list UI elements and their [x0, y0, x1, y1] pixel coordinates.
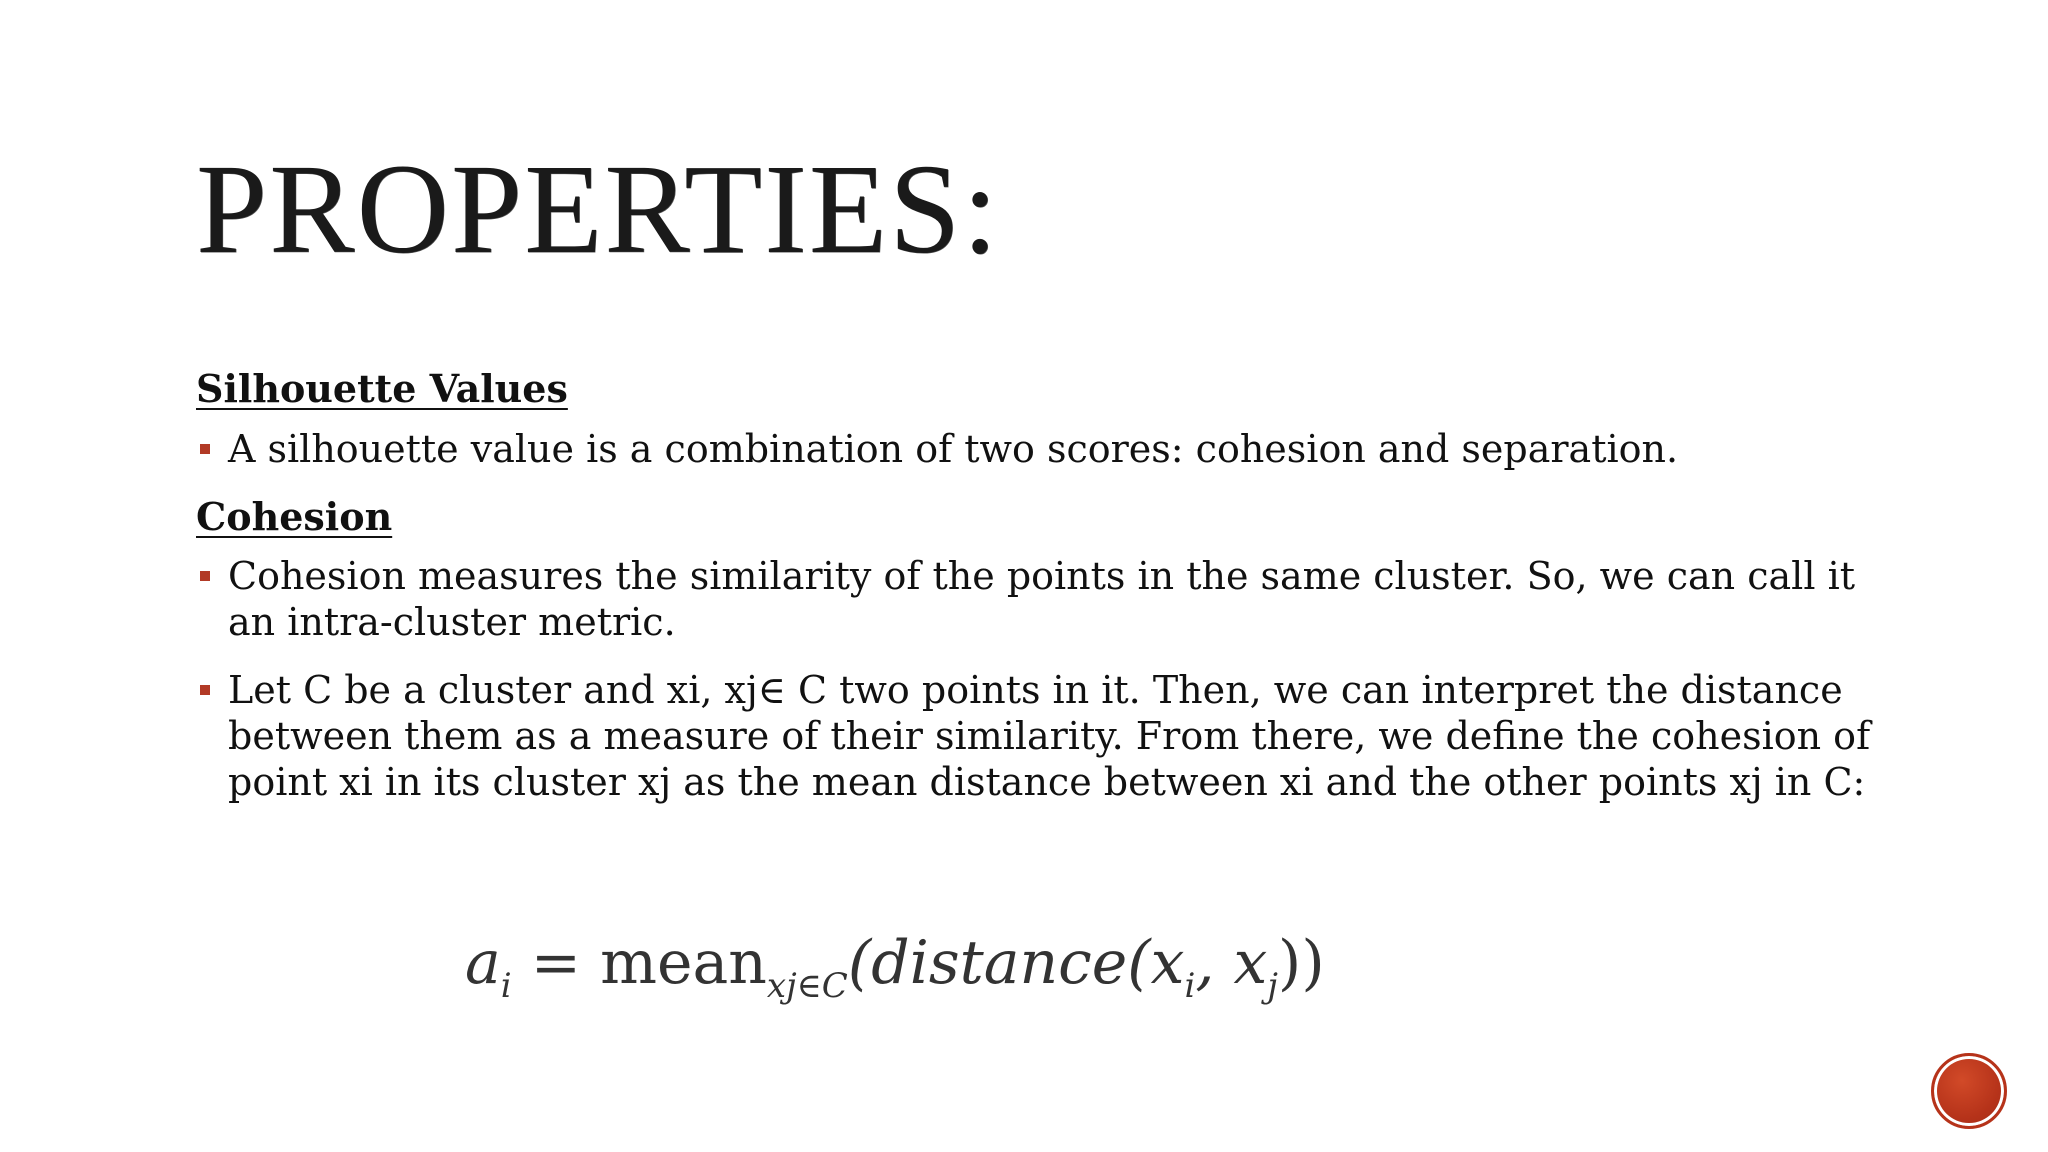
formula-operator-sub: xj∈C	[766, 966, 848, 1006]
bullet-list-silhouette	[196, 426, 1876, 472]
formula-body: (distance(x	[847, 928, 1185, 998]
formula-separator: , x	[1195, 928, 1268, 998]
section-heading-cohesion: Cohesion	[196, 493, 393, 539]
formula-lhs-sub: i	[500, 966, 512, 1006]
square-bullet-icon	[200, 571, 210, 581]
formula-close: ))	[1277, 928, 1325, 998]
bullet-text: A silhouette value is a combination of two scores: cohesion and separation.	[228, 426, 1679, 471]
formula-arg1-sub: i	[1184, 966, 1196, 1006]
bullet-item	[196, 553, 1876, 645]
section-heading-silhouette: Silhouette Values	[196, 366, 568, 411]
formula-equals: =	[530, 928, 582, 998]
bullet-item	[196, 426, 1876, 472]
bullet-item	[196, 667, 1876, 805]
bullet-list-cohesion	[196, 553, 1876, 805]
square-bullet-icon	[200, 685, 210, 695]
formula-arg2-sub: j	[1267, 966, 1278, 1006]
bullet-text: Cohesion measures the similarity of the points in the same cluster. So, we can call it an intra-cluster metric.	[228, 554, 1855, 645]
cohesion-formula	[465, 928, 1325, 1006]
square-bullet-icon	[200, 444, 210, 454]
slide-title: PROPERTIES:	[196, 138, 1000, 280]
slide-nav-button[interactable]	[1931, 1053, 2007, 1129]
bullet-text: Let C be a cluster and xi, xj∈ C two points in it. Then, we can interpret the distance between them as a measure of their similarity. From there, we define the cohesion of point xi in its cluster xj as the mean distance between xi and the other points xj in C:	[228, 668, 1871, 805]
formula-lhs: a	[465, 928, 501, 998]
formula-operator: mean	[600, 928, 767, 998]
slide-content	[196, 366, 1876, 827]
